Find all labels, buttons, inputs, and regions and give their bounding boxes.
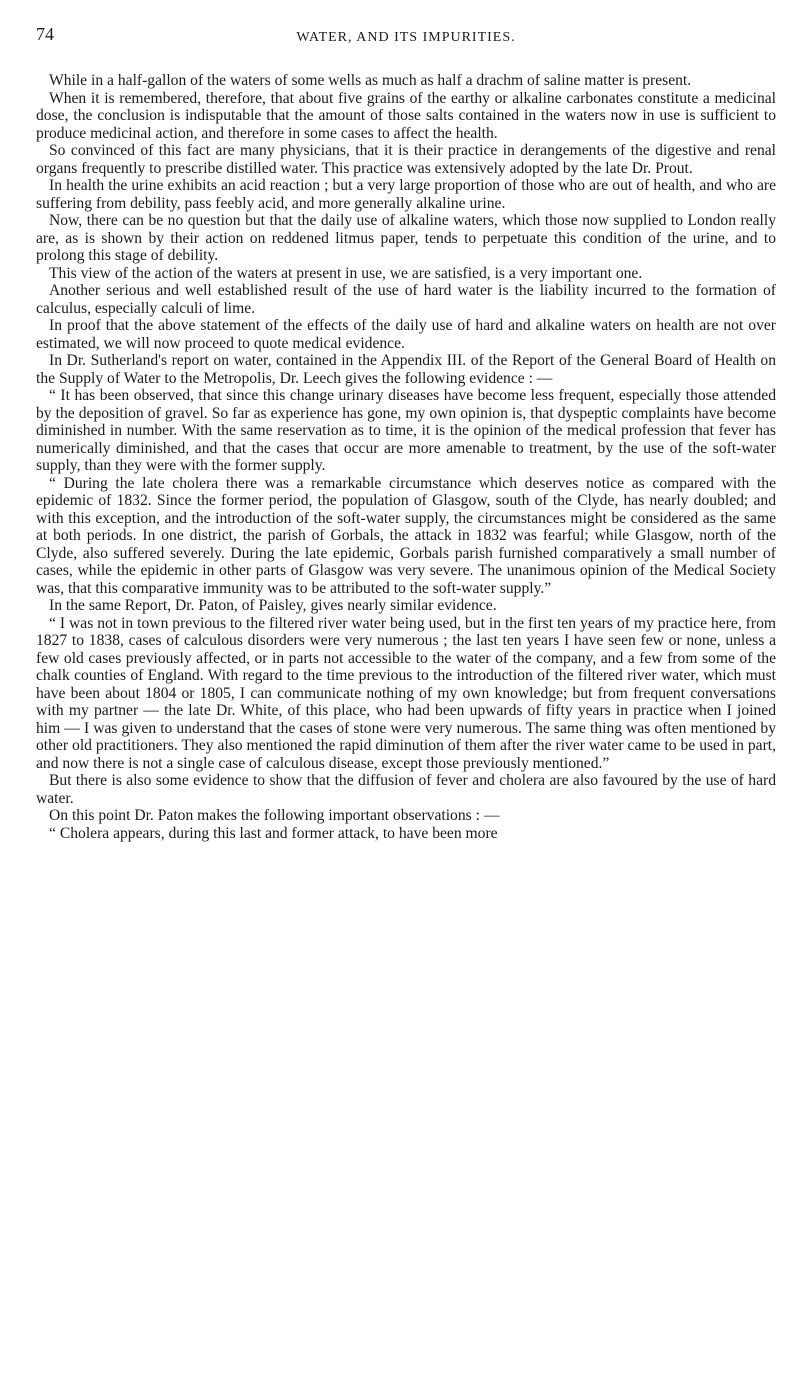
paragraph: When it is remembered, therefore, that about five grains of the earthy or alkaline carbonates constitute a medicinal dose, the conclusion is indisputable that the amount of those salts contained in the waters now in use is sufficient to produce medicinal action, and therefore in some cases to affect the health. — [36, 89, 776, 142]
paragraph: But there is also some evidence to show that the diffusion of fever and cholera are also favoured by the use of hard water. — [36, 772, 776, 807]
quoted-paragraph: “ During the late cholera there was a remarkable circumstance which deserves notice as compared with the epidemic of 1832. Since the former period, the population of Glasgow, south of the Clyde, has nearly doubled; and with this exception, and the introduction of the soft-water supply, the circumstances might be considered as the same at both periods. In one district, the parish of Gorbals, the attack in 1832 was fearful; while Glasgow, north of the Clyde, also suffered severely. During the late epidemic, Gorbals parish furnished comparatively a small number of cases, while the epidemic in other parts of Glasgow was very severe. The unanimous opinion of the Medical Society was, that this comparative immunity was to be attributed to the soft-water supply.” — [36, 474, 776, 597]
paragraph: So convinced of this fact are many physicians, that it is their practice in derangements of the digestive and renal organs frequently to prescribe distilled water. This practice was extensively adopted by the late Dr. Prout. — [36, 142, 776, 177]
paragraph: This view of the action of the waters at present in use, we are satisfied, is a very important one. — [49, 264, 643, 282]
quoted-paragraph: “ Cholera appears, during this last and former attack, to have been more — [49, 824, 498, 842]
paragraph: Now, there can be no question but that the daily use of alkaline waters, which those now supplied to London really are, as is shown by their action on reddened litmus paper, tends to perpetuate this condition of the urine, and to prolong this stage of debility. — [36, 212, 776, 264]
paragraph: While in a half-gallon of the waters of some wells as much as half a drachm of saline matter is present. — [49, 72, 692, 89]
body-text — [36, 72, 776, 842]
running-title: WATER, AND ITS IMPURITIES. — [296, 30, 516, 45]
paragraph: In health the urine exhibits an acid reaction ; but a very large proportion of those who are out of health, and who are suffering from debility, pass feebly acid, and more generally alkaline urine. — [36, 177, 776, 212]
quoted-paragraph: “ It has been observed, that since this change urinary diseases have become less frequent, especially those attended by the deposition of gravel. So far as experience has gone, my own opinion is, that dyspeptic complaints have become diminished in number. With the same reservation as to time, it is the opinion of the medical profession that fever has numerically diminished, and that the cases that occur are more amenable to treatment, by the use of the soft-water supply, than they were with the former supply. — [36, 387, 776, 474]
book-page — [36, 24, 776, 1396]
paragraph: In the same Report, Dr. Paton, of Paisley, gives nearly similar evidence. — [49, 597, 497, 614]
quoted-paragraph: “ I was not in town previous to the filtered river water being used, but in the first ten years of my practice here, from 1827 to 1838, cases of calculous disorders were very numerous ; the last ten years I have seen few or none, unless a few old cases previously affected, or in parts not accessible to the water of the company, and a few from some of the chalk counties of England. With regard to the time previous to the introduction of the filtered river water, which must have been about 1804 or 1805, I can communicate nothing of my own knowledge; but from frequent conversations with my partner — the late Dr. White, of this place, who had been upwards of fifty years in practice when I joined him — I was given to understand that the cases of stone were very numerous. The same thing was often mentioned by other old practitioners. They also mentioned the rapid diminution of them after the river water came to be used in part, and now there is not a single case of calculous disease, except those previously mentioned.” — [36, 614, 776, 772]
running-head — [36, 24, 776, 52]
paragraph: Another serious and well established result of the use of hard water is the liability incurred to the formation of calculus, especially calculi of lime. — [36, 282, 776, 317]
paragraph: In proof that the above statement of the effects of the daily use of hard and alkaline waters on health are not over estimated, we will now proceed to quote medical evidence. — [36, 317, 776, 352]
page-number: 74 — [36, 24, 54, 44]
paragraph: In Dr. Sutherland's report on water, contained in the Appendix III. of the Report of the General Board of Health on the Supply of Water to the Metropolis, Dr. Leech gives the following evidence : — — [36, 352, 776, 387]
paragraph: On this point Dr. Paton makes the following important observations : — — [49, 807, 500, 824]
